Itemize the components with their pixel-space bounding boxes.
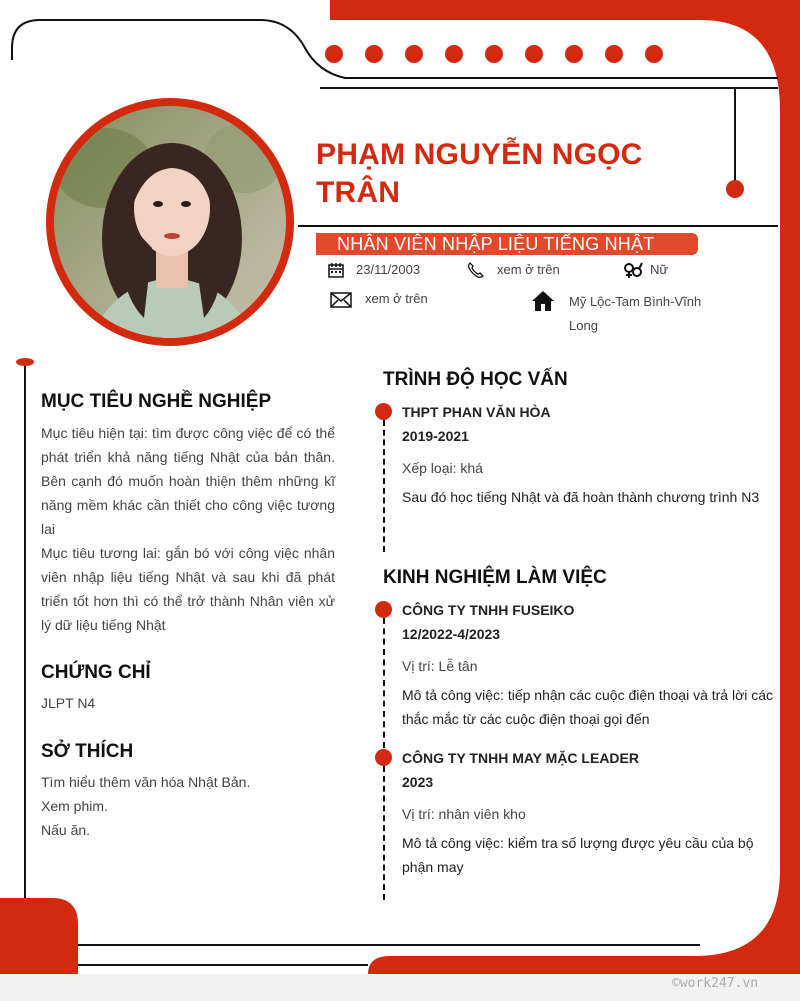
education-title: TRÌNH ĐỘ HỌC VẤN bbox=[383, 369, 568, 390]
phone: xem ở trên bbox=[497, 262, 560, 277]
phone-icon bbox=[466, 260, 486, 280]
gender: Nữ bbox=[650, 262, 669, 277]
job-period: 12/2022-4/2023 bbox=[402, 626, 501, 642]
certificate-item: JLPT N4 bbox=[41, 695, 96, 711]
job-position: Vị trí: nhân viên kho bbox=[402, 806, 526, 822]
education-period: 2019-2021 bbox=[402, 428, 469, 444]
full-name: PHẠM NGUYỄN NGỌC TRÂN bbox=[316, 138, 643, 209]
mail-icon bbox=[330, 292, 352, 308]
job-title: NHÂN VIÊN NHẬP LIỆU TIẾNG NHẬT bbox=[337, 234, 655, 254]
job-period: 2023 bbox=[402, 774, 434, 790]
certificates-title: CHỨNG CHỈ bbox=[41, 662, 151, 683]
address: Mỹ Lộc-Tam Bình-Vĩnh Long bbox=[569, 294, 702, 333]
experience-title: KINH NGHIỆM LÀM VIỆC bbox=[383, 567, 607, 588]
hobbies-title: SỞ THÍCH bbox=[41, 741, 134, 762]
objective-title: MỤC TIÊU NGHỀ NGHIỆP bbox=[41, 391, 272, 412]
header-dots bbox=[320, 42, 680, 66]
objective-long-term: Mục tiêu tương lai: gắn bó với công việc nhân viên nhập liệu tiếng Nhật và sau khi đã phát triển tốt hơn thì có thể trở thành Nhân viên xử lý dữ liệu tiếng Nhật bbox=[41, 545, 335, 633]
avatar bbox=[44, 98, 296, 346]
objective-short-term: Mục tiêu hiện tại: tìm được công việc để có thể phát triển khả năng tiếng Nhật của bản thân. Bên cạnh đó muốn hoàn thiện thêm những kĩ năng mềm khác cần thiết cho công việc tương lai bbox=[41, 425, 335, 537]
education-note: Sau đó học tiếng Nhật và đã hoàn thành chương trình N3 bbox=[402, 489, 760, 505]
home-icon bbox=[531, 290, 555, 312]
timeline-dot bbox=[375, 403, 392, 420]
timeline-line bbox=[383, 420, 385, 552]
watermark: ©work247.vn bbox=[672, 976, 759, 991]
timeline-dot bbox=[375, 749, 392, 766]
hobby-item: Xem phim. bbox=[41, 798, 108, 814]
education-school: THPT PHAN VĂN HÒA bbox=[402, 404, 551, 420]
job-position: Vị trí: Lễ tân bbox=[402, 658, 478, 674]
timeline-line bbox=[383, 766, 385, 900]
gender-icon bbox=[623, 261, 643, 279]
hobby-item: Nấu ăn. bbox=[41, 822, 91, 838]
education-rank: Xếp loại: khá bbox=[402, 460, 483, 476]
job-description: Mô tả công việc: kiểm tra số lượng được yêu cầu của bộ phận may bbox=[402, 835, 754, 875]
job-description: Mô tả công việc: tiếp nhận các cuộc điện thoại và trả lời các thắc mắc từ các cuộc điện thoại gọi đến bbox=[402, 687, 774, 727]
timeline-line bbox=[383, 618, 385, 748]
hobby-item: Tìm hiểu thêm văn hóa Nhật Bản. bbox=[41, 774, 251, 790]
calendar-icon bbox=[328, 262, 344, 278]
birthday: 23/11/2003 bbox=[356, 262, 421, 277]
job-company: CÔNG TY TNHH FUSEIKO bbox=[402, 602, 575, 618]
email: xem ở trên bbox=[365, 291, 428, 306]
objective-text bbox=[41, 421, 335, 637]
job-company: CÔNG TY TNHH MAY MẶC LEADER bbox=[402, 750, 639, 766]
timeline-dot bbox=[375, 601, 392, 618]
